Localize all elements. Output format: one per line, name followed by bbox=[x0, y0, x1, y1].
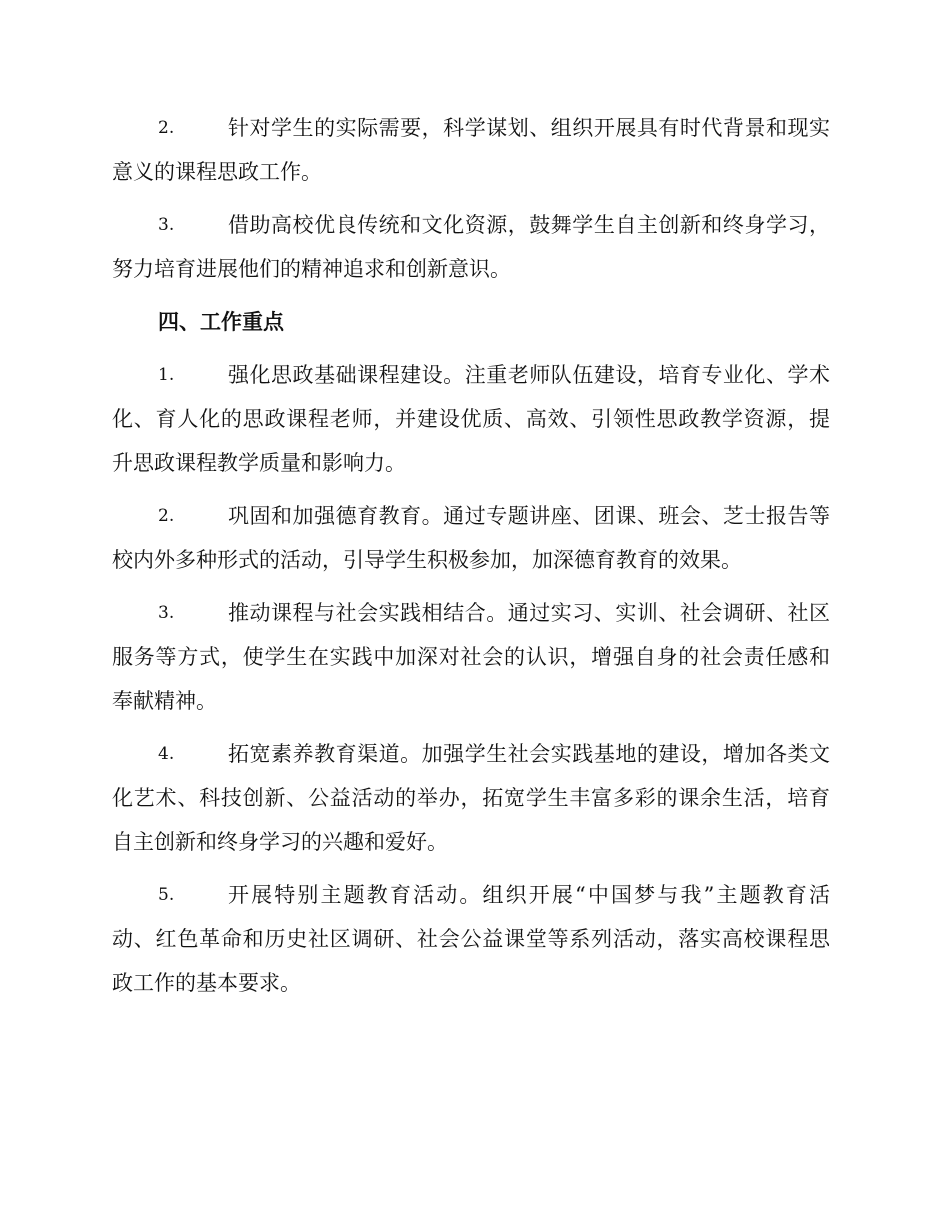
list-item-first-line bbox=[112, 494, 830, 538]
list-item bbox=[112, 591, 830, 723]
list-text-line: 强化思政基础课程建设。注重老师队伍建设，培育专业化、学术 bbox=[228, 363, 830, 387]
list-text-line: 校内外多种形式的活动，引导学生积极参加，加深德育教育的效果。 bbox=[112, 548, 742, 572]
list-item bbox=[112, 732, 830, 864]
list-text-line: 升思政课程教学质量和影响力。 bbox=[112, 451, 406, 475]
list-text-line: 奉献精神。 bbox=[112, 689, 217, 713]
list-text-line: 针对学生的实际需要，科学谋划、组织开展具有时代背景和现实 bbox=[228, 116, 830, 140]
list-text-line: 服务等方式，使学生在实践中加深对社会的认识，增强自身的社会责任感和 bbox=[112, 645, 830, 669]
list-text-line: 开展特别主题教育活动。组织开展“中国梦与我”主题教育活 bbox=[228, 883, 830, 907]
list-number: 2. bbox=[158, 506, 175, 526]
list-number: 2. bbox=[158, 118, 175, 138]
section-heading: 四、工作重点 bbox=[158, 309, 284, 334]
list-item bbox=[112, 873, 830, 1005]
objectives-list bbox=[112, 106, 830, 291]
list-item-first-line bbox=[112, 591, 830, 635]
document-body bbox=[112, 106, 830, 1014]
list-item-first-line bbox=[112, 106, 830, 150]
list-item bbox=[112, 494, 830, 582]
list-text-line: 努力培育进展他们的精神追求和创新意识。 bbox=[112, 257, 511, 281]
list-number: 3. bbox=[158, 603, 175, 623]
list-number: 1. bbox=[158, 365, 175, 385]
list-item-first-line bbox=[112, 203, 830, 247]
list-item-first-line bbox=[112, 873, 830, 917]
list-number: 3. bbox=[158, 215, 175, 235]
list-text-line: 动、红色革命和历史社区调研、社会公益课堂等系列活动，落实高校课程思 bbox=[112, 927, 830, 951]
list-item-first-line bbox=[112, 353, 830, 397]
list-text-line: 借助高校优良传统和文化资源，鼓舞学生自主创新和终身学习， bbox=[228, 213, 830, 237]
list-text-line: 意义的课程思政工作。 bbox=[112, 160, 322, 184]
list-text-line: 化、育人化的思政课程老师，并建设优质、高效、引领性思政教学资源，提 bbox=[112, 407, 830, 431]
list-text-line: 推动课程与社会实践相结合。通过实习、实训、社会调研、社区 bbox=[228, 601, 830, 625]
list-text-line: 化艺术、科技创新、公益活动的举办，拓宽学生丰富多彩的课余生活，培育 bbox=[112, 786, 830, 810]
list-number: 5. bbox=[158, 885, 175, 905]
list-text-line: 拓宽素养教育渠道。加强学生社会实践基地的建设，增加各类文 bbox=[228, 742, 830, 766]
list-item bbox=[112, 353, 830, 485]
list-item-first-line bbox=[112, 732, 830, 776]
list-text-line: 巩固和加强德育教育。通过专题讲座、团课、班会、芝士报告等 bbox=[228, 504, 830, 528]
list-text-line: 政工作的基本要求。 bbox=[112, 971, 301, 995]
list-text-line: 自主创新和终身学习的兴趣和爱好。 bbox=[112, 830, 448, 854]
list-number: 4. bbox=[158, 744, 175, 764]
work-priorities-list bbox=[112, 353, 830, 1005]
list-item bbox=[112, 106, 830, 194]
list-item bbox=[112, 203, 830, 291]
